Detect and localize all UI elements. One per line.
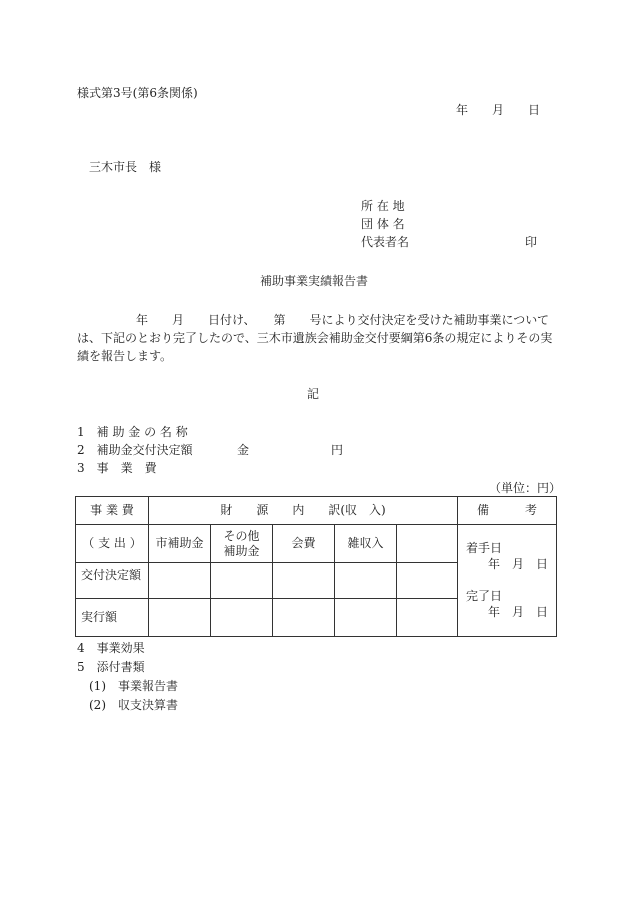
- body-line-3: 績を報告します。: [77, 349, 173, 363]
- cell-1-3: [273, 563, 335, 599]
- row-grant-decision: 交付決定額: [76, 563, 149, 599]
- cell-2-2: [211, 599, 273, 637]
- item-4: 4 事業効果: [77, 641, 145, 655]
- cell-2-3: [273, 599, 335, 637]
- cell-2-5: [397, 599, 458, 637]
- seal-mark: 印: [525, 235, 538, 249]
- address-label: 所 在 地: [361, 199, 405, 213]
- item-3: 3 事 業 費: [77, 461, 157, 475]
- header-jigyohi: 事 業 費: [76, 497, 149, 525]
- expense-table: [75, 496, 557, 637]
- row-actual: 実行額: [76, 599, 149, 637]
- col-other-subsidy: その他 補助金: [211, 525, 273, 563]
- cell-1-4: [335, 563, 397, 599]
- attachment-2: (2) 収支決算書: [89, 698, 178, 712]
- cell-2-4: [335, 599, 397, 637]
- item-2-en: 円: [331, 443, 344, 457]
- cell-1-5: [397, 563, 458, 599]
- form-number: 様式第3号(第6条関係): [77, 86, 198, 100]
- end-date-label: 完了日: [466, 588, 503, 603]
- item-2: 2 補助金交付決定額: [77, 443, 193, 457]
- cell-1-1: [149, 563, 211, 599]
- cell-2-1: [149, 599, 211, 637]
- header-shishutsu: （ 支 出 ）: [76, 525, 149, 563]
- addressee: 三木市長 様: [89, 160, 162, 174]
- item-5: 5 添付書類: [77, 660, 145, 674]
- item-2-kin: 金: [237, 443, 250, 457]
- document-title: 補助事業実績報告書: [260, 274, 369, 288]
- body-line-1-end: て: [537, 313, 550, 327]
- unit-note: （単位：円）: [489, 481, 562, 495]
- body-line-2: は、下記のとおり完了したので、三木市遺族会補助金交付要綱第6条の規定によりその実: [77, 331, 553, 345]
- representative-label: 代表者名: [361, 235, 410, 249]
- body-line-1: 年 月 日付け、 第 号により交付決定を受けた補助事業につい: [136, 313, 538, 327]
- ki-heading: 記: [307, 387, 320, 401]
- attachment-1: (1) 事業報告書: [89, 679, 178, 693]
- col-membership-fees: 会費: [273, 525, 335, 563]
- start-date-value: 年 月 日: [488, 556, 549, 571]
- col-blank: [397, 525, 458, 563]
- item-1: 1 補 助 金 の 名 称: [77, 425, 188, 439]
- organization-label: 団 体 名: [361, 217, 405, 231]
- col-city-subsidy: 市補助金: [149, 525, 211, 563]
- start-date-label: 着手日: [466, 540, 503, 555]
- end-date-value: 年 月 日: [488, 604, 549, 619]
- header-remarks: 備 考: [458, 497, 557, 525]
- date-line: 年 月 日: [456, 103, 541, 117]
- remarks-cell: [458, 525, 557, 637]
- col-misc-income: 雑収入: [335, 525, 397, 563]
- header-funding-breakdown: 財 源 内 訳(収 入): [149, 497, 458, 525]
- cell-1-2: [211, 563, 273, 599]
